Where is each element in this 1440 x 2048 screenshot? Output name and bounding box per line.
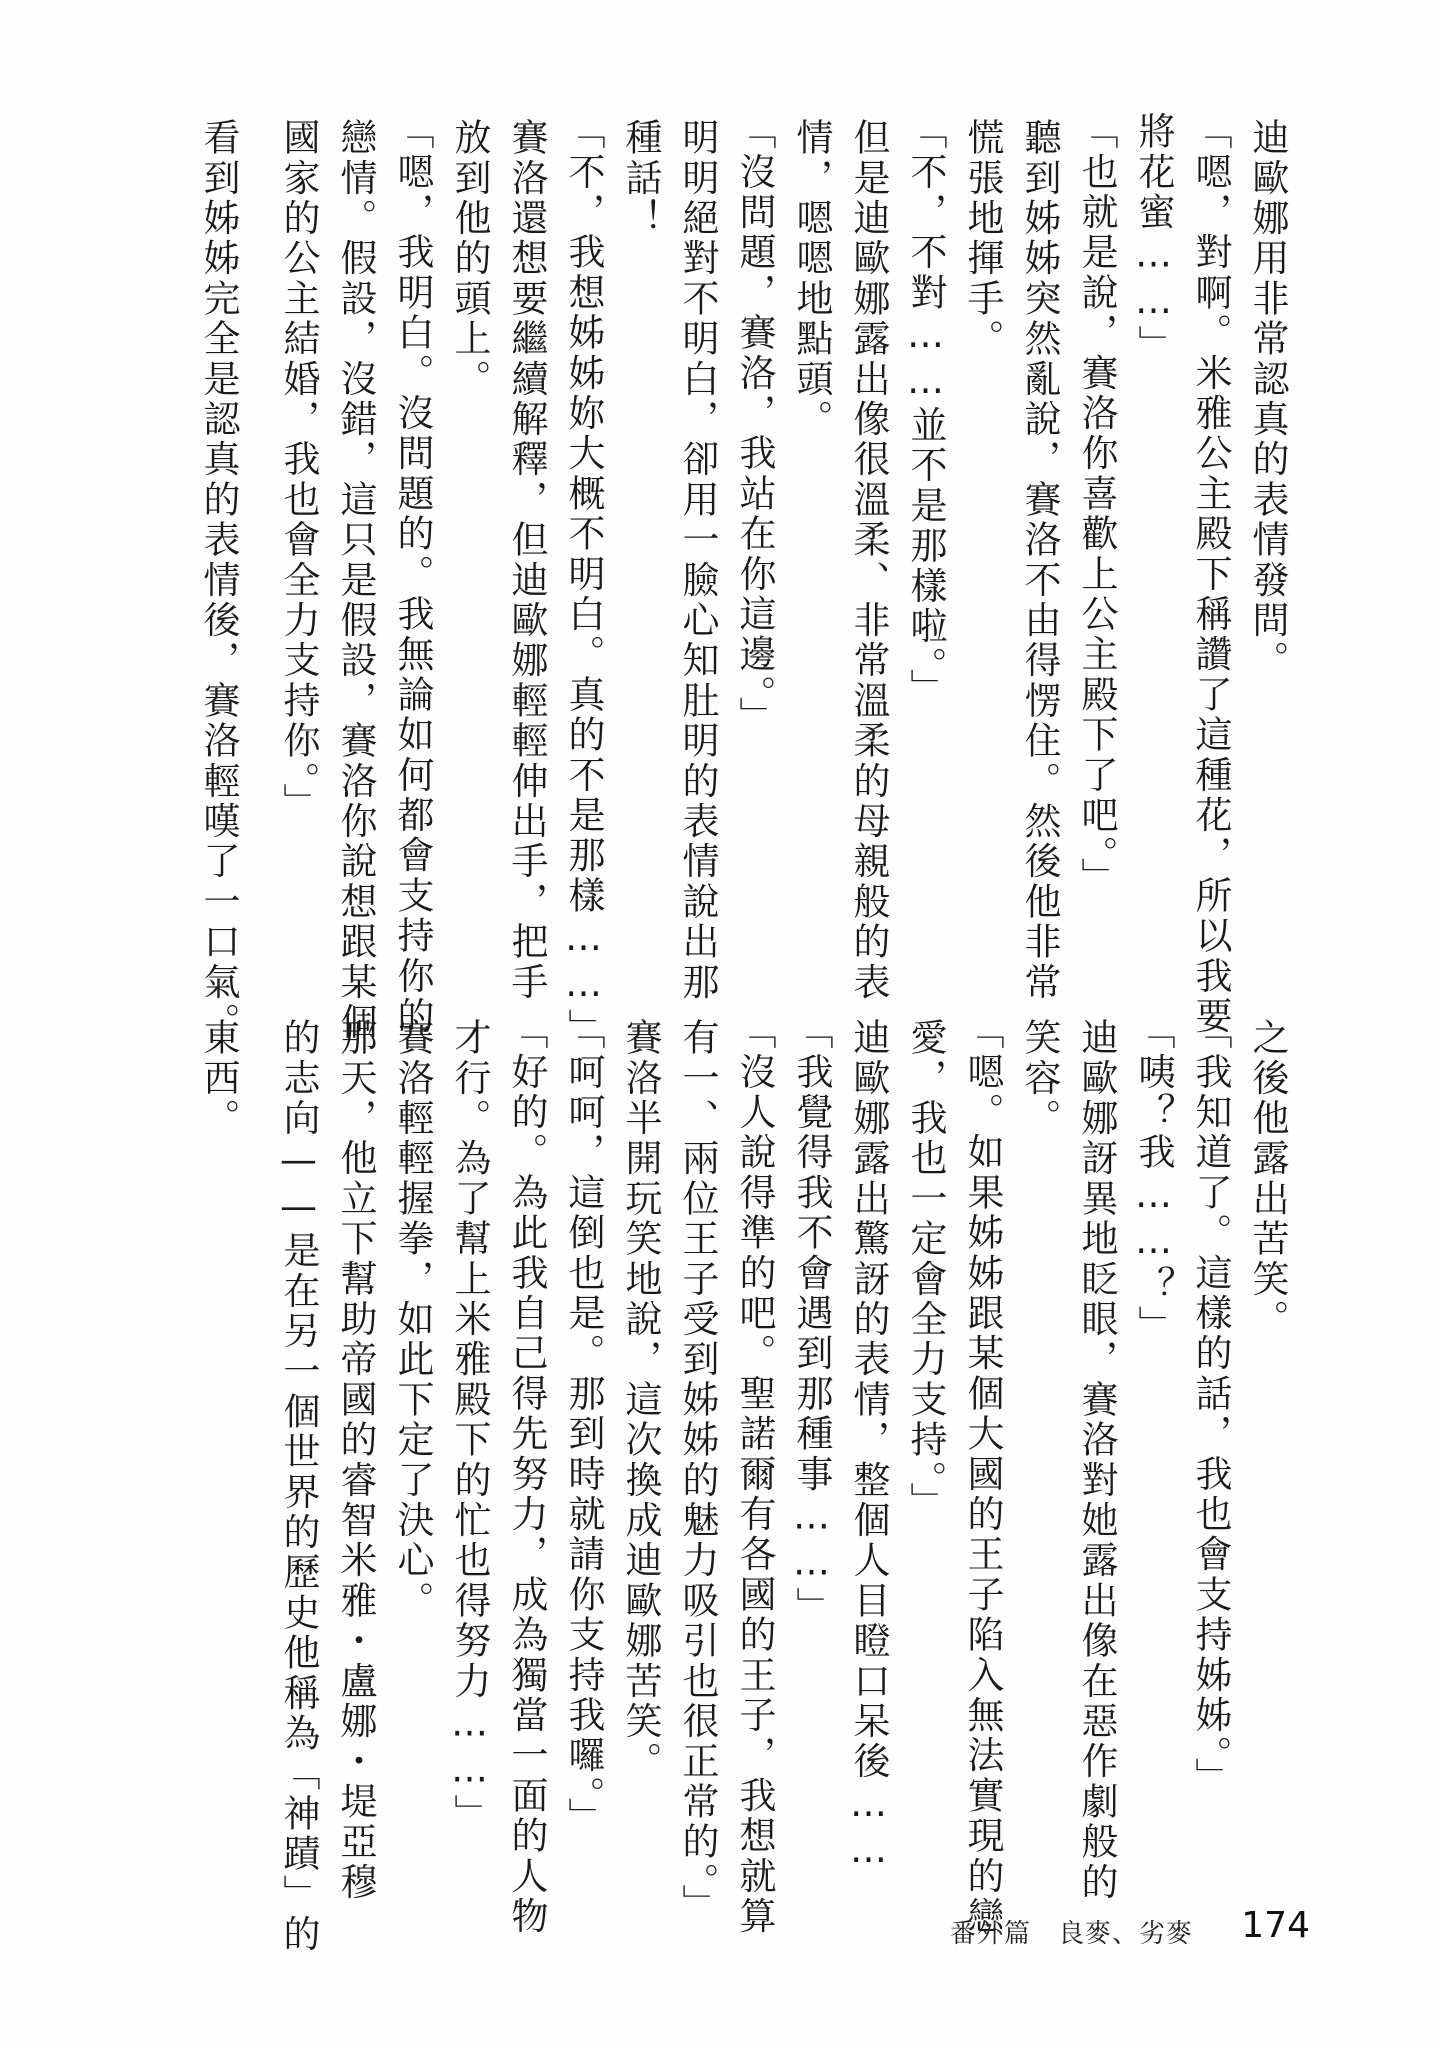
page-footer	[950, 1905, 1310, 1955]
text-column: 那天，他立下幫助帝國的睿智米雅・盧娜・堤亞穆	[334, 1018, 377, 1903]
text-column: 迪歐娜訝異地眨眼，賽洛對她露出像在惡作劇般的	[1075, 1018, 1118, 1903]
text-column: 迪歐娜用非常認真的表情發問。	[1246, 118, 1289, 681]
text-column: 戀情。假設，沒錯，這只是假設，賽洛你說想跟某個	[334, 118, 377, 1043]
text-column: 「不，不對……並不是那樣啦。」	[904, 112, 947, 709]
text-column: 情，嗯嗯地點頭。	[790, 118, 833, 440]
text-column: 聽到姊姊突然亂說，賽洛不由得愣住。然後他非常	[1018, 118, 1061, 1003]
text-column: 東西。	[197, 1018, 240, 1139]
text-column: 迪歐娜露出驚訝的表情，整個人目瞪口呆後……	[847, 1018, 890, 1875]
text-column: 有一、兩位王子受到姊姊的魅力吸引也很正常的。」	[676, 1018, 719, 1925]
text-column: 種話！	[619, 118, 662, 239]
text-column: 「沒人說得準的吧。聖諾爾有各國的王子，我想就算	[733, 1012, 776, 1937]
text-column: 愛，我也一定會全力支持。」	[904, 1018, 947, 1523]
text-column: 「我知道了。這樣的話，我也會支持姊姊。」	[1189, 1012, 1232, 1798]
text-column: 賽洛還想要繼續解釋，但迪歐娜輕輕伸出手，把手	[505, 118, 548, 1003]
text-column: 「咦？我……？」	[1132, 1012, 1175, 1346]
text-column: 才行。為了幫上米雅殿下的忙也得努力……」	[448, 1018, 491, 1834]
running-head: 番外篇 良麥、劣麥	[950, 1919, 1194, 1949]
text-column: 之後他露出苦笑。	[1246, 1018, 1289, 1340]
text-column: 「沒問題，賽洛，我站在你這邊。」	[733, 112, 776, 737]
text-column: 賽洛輕輕握拳，如此下定了決心。	[391, 1018, 434, 1621]
upper-text-tier	[0, 112, 1440, 1049]
text-column: 「嗯，對啊。米雅公主殿下稱讚了這種花，所以我要	[1189, 112, 1232, 1037]
text-column: 「好的。為此我自己得先努力，成為獨當一面的人物	[505, 1012, 548, 1937]
text-column: 「嗯，我明白。沒問題的。我無論如何都會支持你的	[391, 112, 434, 1037]
text-column: 「呵呵，這倒也是。那到時就請你支持我囉。」	[562, 1012, 605, 1838]
page-number: 174	[1241, 1905, 1310, 1946]
text-column: 放到他的頭上。	[448, 118, 491, 400]
text-column: 「不，我想姊姊妳大概不明白。真的不是那樣……」	[562, 112, 605, 1049]
text-column: 看到姊姊完全是認真的表情後，賽洛輕嘆了一口氣。	[197, 118, 240, 1043]
text-column: 賽洛半開玩笑地說，這次換成迪歐娜苦笑。	[619, 1018, 662, 1782]
text-column: 慌張地揮手。	[961, 118, 1004, 360]
text-column: 但是迪歐娜露出像很溫柔、非常溫柔的母親般的表	[847, 118, 890, 1003]
text-column: 「嗯。如果姊姊跟某個大國的王子陷入無法實現的戀	[961, 1012, 1004, 1937]
text-column: 的志向——是在另一個世界的歷史他稱為「神蹟」的	[277, 1018, 320, 1955]
text-column: 明明絕對不明白，卻用一臉心知肚明的表情說出那	[676, 118, 719, 1003]
text-column: 國家的公主結婚，我也會全力支持你。」	[277, 118, 320, 824]
text-column: 將花蜜……」	[1132, 112, 1175, 366]
text-column: 「我覺得我不會遇到那種事……」	[790, 1012, 833, 1627]
text-column: 笑容。	[1018, 1018, 1061, 1139]
text-column: 「也就是說，賽洛你喜歡上公主殿下了吧。」	[1075, 112, 1118, 898]
